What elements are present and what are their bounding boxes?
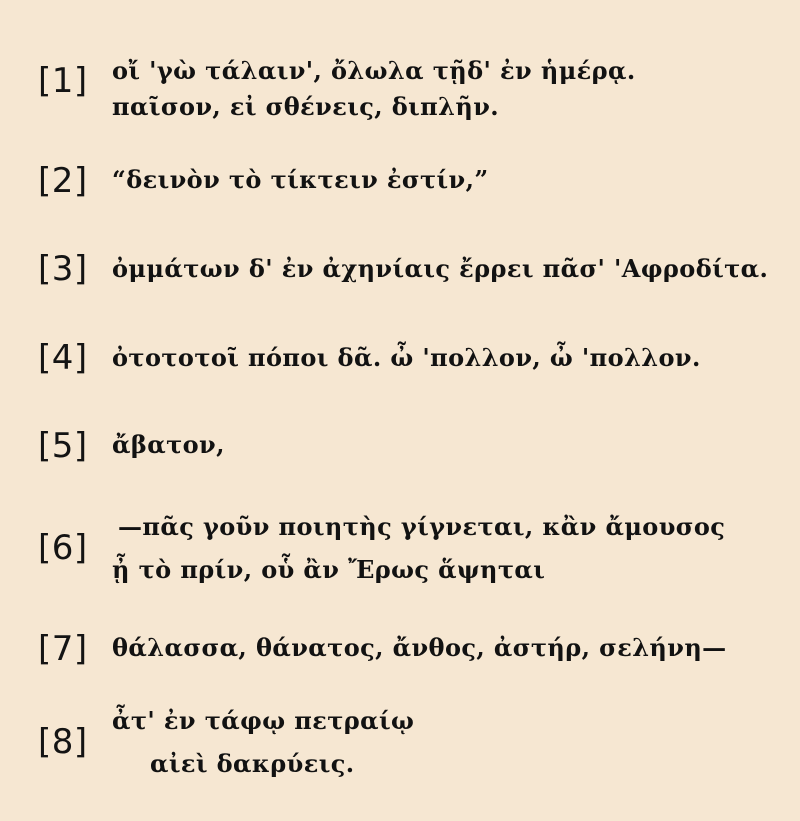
greek-line: ὀτοτοτοῖ πόποι δᾶ. ὦ 'πολλον, ὦ 'πολλον. xyxy=(112,343,701,372)
greek-line: οἴ 'γὼ τάλαιν', ὄλωλα τῇδ' ἐν ἡμέρᾳ. xyxy=(112,56,636,85)
entry-number: [7] xyxy=(38,629,88,669)
entry-number: [2] xyxy=(38,161,88,201)
greek-line: ἆτ' ἐν τάφῳ πετραίῳ xyxy=(112,706,415,735)
entry-number: [5] xyxy=(38,426,88,466)
greek-line: ὀμμάτων δ' ἐν ἀχηνίαις ἔρρει πᾶσ' 'Αφροδίτα. xyxy=(112,254,769,283)
greek-line: θάλασσα, θάνατος, ἄνθος, ἀστήρ, σελήνη— xyxy=(112,633,727,662)
entry-number: [8] xyxy=(38,722,88,762)
entry-number: [4] xyxy=(38,338,88,378)
entry-number: [3] xyxy=(38,249,88,289)
greek-line: “δεινὸν τὸ τίκτειν ἐστίν,” xyxy=(112,165,489,194)
greek-line: ᾖ τὸ πρίν, οὗ ἂν Ἔρως ἅψηται xyxy=(112,555,546,584)
entry-number: [6] xyxy=(38,528,88,568)
greek-line: —πᾶς γοῦν ποιητὴς γίγνεται, κἂν ἄμουσος xyxy=(118,512,726,541)
greek-line: ἄβατον, xyxy=(112,430,225,459)
greek-line: αἰεὶ δακρύεις. xyxy=(150,749,355,778)
greek-line: παῖσον, εἰ σθένεις, διπλῆν. xyxy=(112,92,500,121)
entry-number: [1] xyxy=(38,61,88,101)
